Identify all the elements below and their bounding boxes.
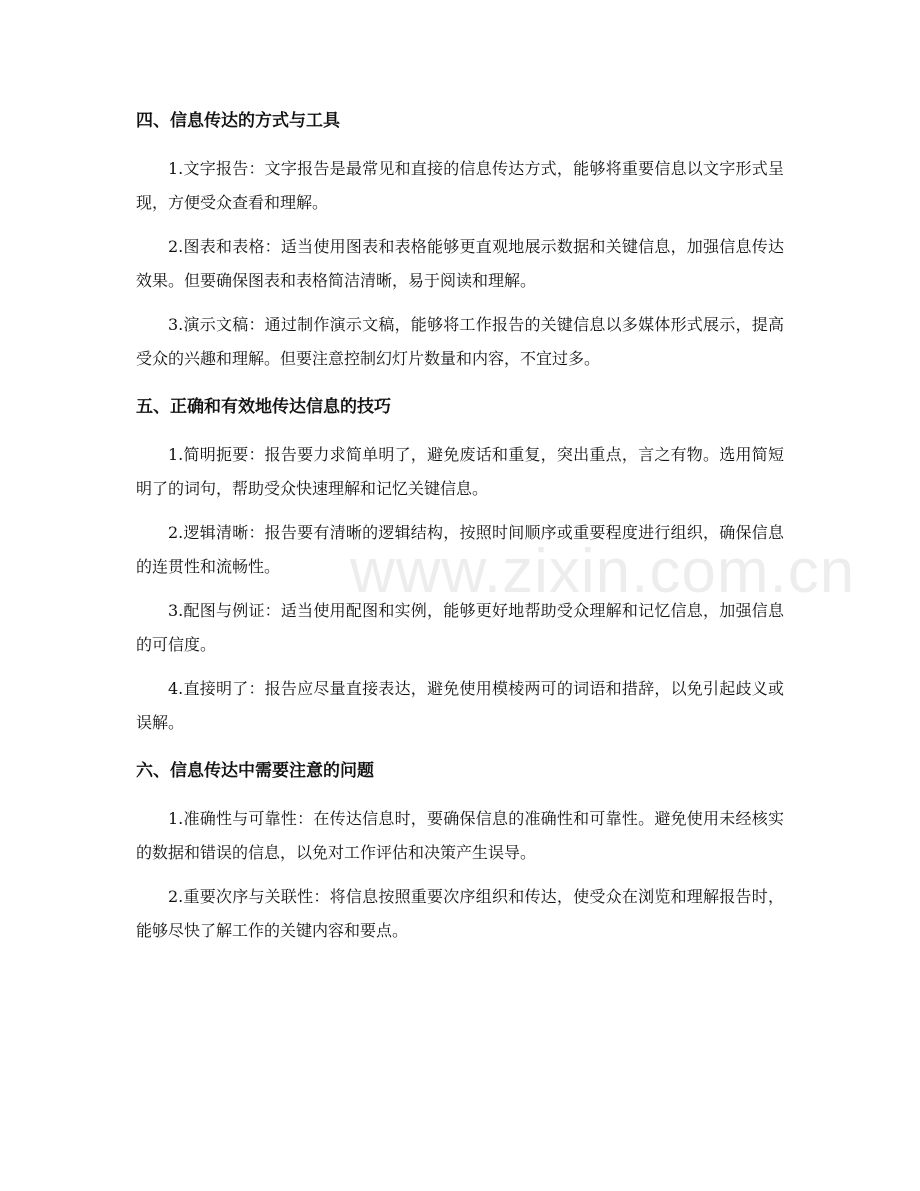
paragraph: 2.逻辑清晰：报告要有清晰的逻辑结构，按照时间顺序或重要程度进行组织，确保信息的连贯性和流畅性。 [136,523,784,576]
section-heading: 五、正确和有效地传达信息的技巧 [136,397,391,417]
section-4 [136,100,784,376]
section-5 [136,386,784,740]
paragraph: 4.直接明了：报告应尽量直接表达，避免使用模棱两可的词语和措辞，以免引起歧义或误解。 [136,679,784,732]
paragraph: 3.配图与例证：适当使用配图和实例，能够更好地帮助受众理解和记忆信息，加强信息的可信度。 [136,601,784,654]
paragraph: 1.简明扼要：报告要力求简单明了，避免废话和重复，突出重点，言之有物。选用简短明了的词句，帮助受众快速理解和记忆关键信息。 [136,445,784,498]
paragraph: 1.准确性与可靠性：在传达信息时，要确保信息的准确性和可靠性。避免使用未经核实的数据和错误的信息，以免对工作评估和决策产生误导。 [136,809,784,862]
document-body [136,100,784,958]
section-heading: 四、信息传达的方式与工具 [136,111,340,131]
paragraph: 2.重要次序与关联性：将信息按照重要次序组织和传达，使受众在浏览和理解报告时，能够尽快了解工作的关键内容和要点。 [136,887,784,940]
section-heading: 六、信息传达中需要注意的问题 [136,761,374,781]
section-6 [136,750,784,948]
paragraph: 1.文字报告：文字报告是最常见和直接的信息传达方式，能够将重要信息以文字形式呈现，方便受众查看和理解。 [136,159,784,212]
watermark: www.zixin.com.cn [350,537,856,606]
paragraph: 2.图表和表格：适当使用图表和表格能够更直观地展示数据和关键信息，加强信息传达效果。但要确保图表和表格简洁清晰，易于阅读和理解。 [136,237,784,290]
paragraph: 3.演示文稿：通过制作演示文稿，能够将工作报告的关键信息以多媒体形式展示，提高受众的兴趣和理解。但要注意控制幻灯片数量和内容，不宜过多。 [136,315,784,368]
